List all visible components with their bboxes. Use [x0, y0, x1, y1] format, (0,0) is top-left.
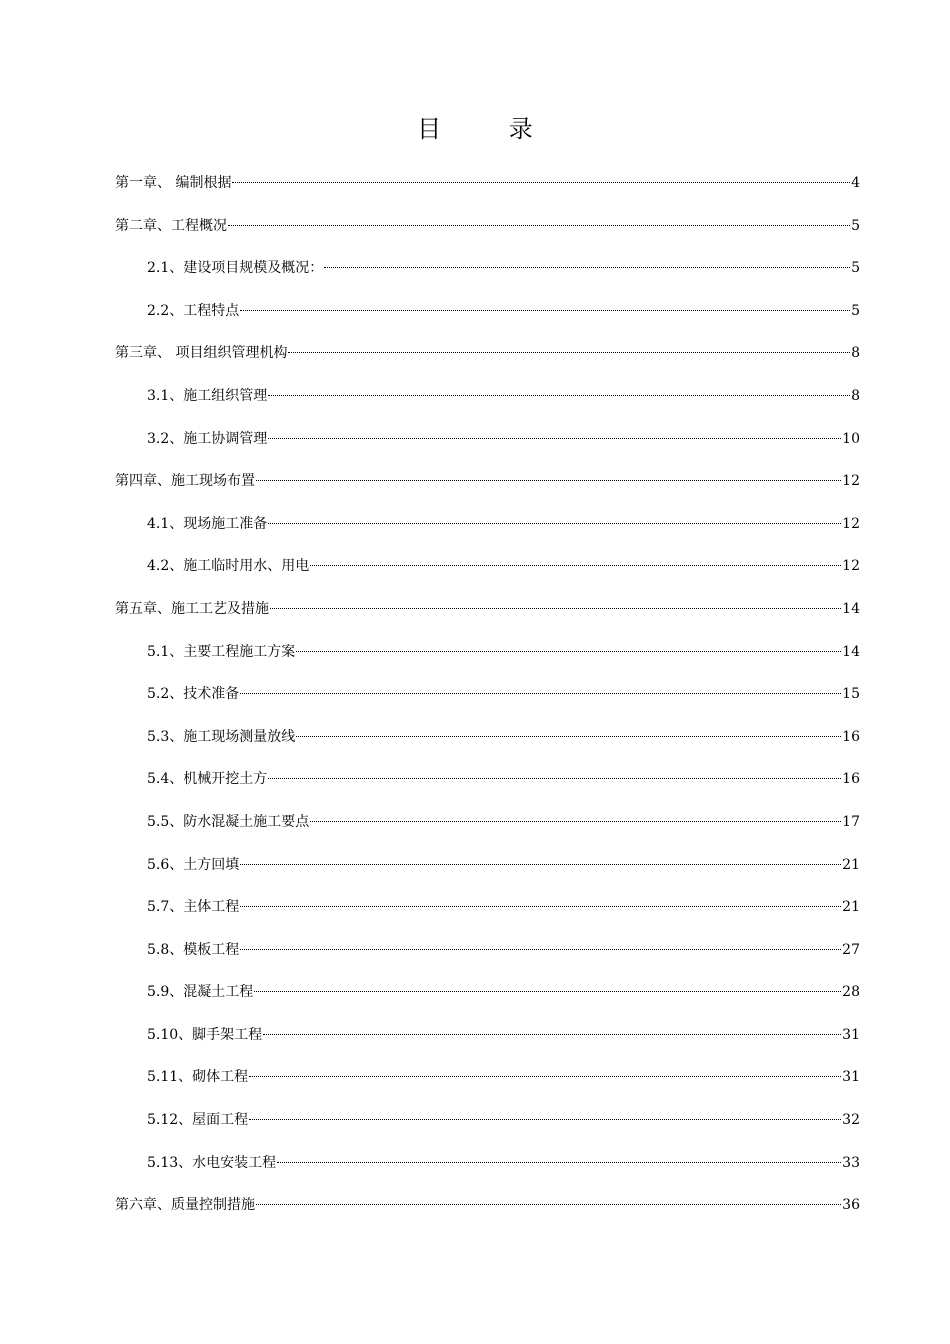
toc-entry-label: 5.3、施工现场测量放线 [147, 728, 296, 745]
toc-dot-leader [270, 608, 841, 609]
toc-entry-label: 3.2、施工协调管理 [147, 430, 268, 447]
toc-entry-label: 5.11、砌体工程 [147, 1069, 249, 1086]
toc-entry-label: 4.2、施工临时用水、用电 [147, 558, 310, 575]
toc-entry-page-number: 14 [842, 600, 860, 617]
toc-dot-leader [240, 693, 841, 694]
toc-dot-leader [240, 906, 841, 907]
toc-entry[interactable] [115, 337, 860, 380]
toc-dot-leader [310, 565, 841, 566]
toc-entry[interactable] [115, 508, 860, 551]
toc-entry-label: 5.2、技术准备 [147, 686, 240, 703]
toc-entry-page-number: 16 [842, 771, 860, 788]
toc-dot-leader [296, 736, 841, 737]
toc-entry[interactable] [115, 636, 860, 679]
toc-entry-page-number: 15 [842, 686, 860, 703]
toc-entry-page-number: 33 [842, 1154, 860, 1171]
toc-entry-label: 2.2、工程特点 [147, 302, 240, 319]
toc-dot-leader [324, 267, 850, 268]
toc-entry[interactable] [115, 849, 860, 892]
toc-entry[interactable] [115, 380, 860, 423]
toc-entry-label: 5.8、模板工程 [147, 941, 240, 958]
toc-entry-page-number: 14 [842, 643, 860, 660]
toc-entry-page-number: 28 [842, 984, 860, 1001]
toc-entry-label: 5.9、混凝土工程 [147, 984, 254, 1001]
toc-entry-page-number: 31 [842, 1026, 860, 1043]
toc-entry[interactable] [115, 891, 860, 934]
toc-dot-leader [268, 523, 841, 524]
toc-dot-leader [256, 1204, 841, 1205]
toc-entry[interactable] [115, 423, 860, 466]
toc-entry-page-number: 5 [851, 302, 860, 319]
toc-dot-leader [249, 1119, 841, 1120]
toc-entry-label: 5.6、土方回填 [147, 856, 240, 873]
toc-entry[interactable] [115, 678, 860, 721]
toc-entry-page-number: 12 [842, 558, 860, 575]
toc-entry[interactable] [115, 465, 860, 508]
toc-entry[interactable] [115, 806, 860, 849]
toc-entry[interactable] [115, 763, 860, 806]
toc-entry-page-number: 12 [842, 515, 860, 532]
toc-dot-leader [277, 1162, 841, 1163]
toc-entry[interactable] [115, 976, 860, 1019]
toc-dot-leader [268, 395, 850, 396]
toc-dot-leader [240, 310, 850, 311]
toc-dot-leader [268, 438, 841, 439]
toc-dot-leader [296, 651, 841, 652]
toc-entry-page-number: 17 [842, 813, 860, 830]
toc-dot-leader [254, 991, 841, 992]
toc-entry[interactable] [115, 252, 860, 295]
toc-entry-label: 第六章、质量控制措施 [115, 1197, 255, 1214]
toc-entry[interactable] [115, 167, 860, 210]
toc-entry-label: 3.1、施工组织管理 [147, 387, 268, 404]
toc-entry[interactable] [115, 721, 860, 764]
toc-entry-page-number: 8 [851, 387, 860, 404]
toc-entry-label: 5.1、主要工程施工方案 [147, 643, 296, 660]
toc-entry-page-number: 4 [851, 175, 860, 191]
toc-dot-leader [232, 182, 850, 183]
toc-entry[interactable] [115, 593, 860, 636]
toc-entry-label: 第二章、工程概况 [115, 217, 227, 234]
toc-entry-page-number: 21 [842, 856, 860, 873]
toc-entry-page-number: 21 [842, 899, 860, 916]
toc-entry[interactable] [115, 1061, 860, 1104]
toc-dot-leader [263, 1034, 841, 1035]
toc-dot-leader [228, 225, 850, 226]
toc-entry[interactable] [115, 210, 860, 253]
toc-entry-label: 5.12、屋面工程 [147, 1112, 249, 1129]
toc-entry-page-number: 12 [842, 473, 860, 490]
toc-entry-label: 2.1、建设项目规模及概况： [147, 260, 324, 277]
toc-dot-leader [240, 949, 841, 950]
toc-dot-leader [240, 864, 841, 865]
toc-entry[interactable] [115, 550, 860, 593]
toc-entry-page-number: 5 [851, 260, 860, 277]
toc-dot-leader [268, 778, 841, 779]
toc-entry-label: 第一章、 编制根据 [115, 175, 232, 191]
toc-entry-page-number: 31 [842, 1069, 860, 1086]
toc-entry-label: 5.4、机械开挖土方 [147, 771, 268, 788]
toc-entry-page-number: 32 [842, 1112, 860, 1129]
toc-entry[interactable] [115, 934, 860, 977]
toc-entry-label: 4.1、现场施工准备 [147, 515, 268, 532]
toc-dot-leader [249, 1076, 841, 1077]
toc-entry-label: 第三章、 项目组织管理机构 [115, 345, 288, 362]
toc-entry-page-number: 5 [851, 217, 860, 234]
toc-entry-page-number: 36 [842, 1197, 860, 1214]
toc-entry-label: 5.7、主体工程 [147, 899, 240, 916]
toc-entry-page-number: 10 [842, 430, 860, 447]
toc-dot-leader [288, 352, 850, 353]
toc-entry-page-number: 27 [842, 941, 860, 958]
toc-entry-label: 5.10、脚手架工程 [147, 1026, 263, 1043]
table-of-contents [115, 167, 860, 1232]
toc-entry-page-number: 8 [851, 345, 860, 362]
toc-entry[interactable] [115, 1019, 860, 1062]
toc-dot-leader [256, 480, 841, 481]
toc-entry-label: 5.13、水电安装工程 [147, 1154, 277, 1171]
toc-entry-label: 第四章、施工现场布置 [115, 473, 255, 490]
toc-entry[interactable] [115, 1189, 860, 1232]
toc-entry-label: 第五章、施工工艺及措施 [115, 600, 269, 617]
toc-dot-leader [310, 821, 841, 822]
toc-entry-label: 5.5、防水混凝土施工要点 [147, 813, 310, 830]
toc-entry[interactable] [115, 295, 860, 338]
page-title: 目 录 [417, 115, 563, 143]
toc-entry-page-number: 16 [842, 728, 860, 745]
toc-entry[interactable] [115, 1147, 860, 1190]
toc-entry[interactable] [115, 1104, 860, 1147]
